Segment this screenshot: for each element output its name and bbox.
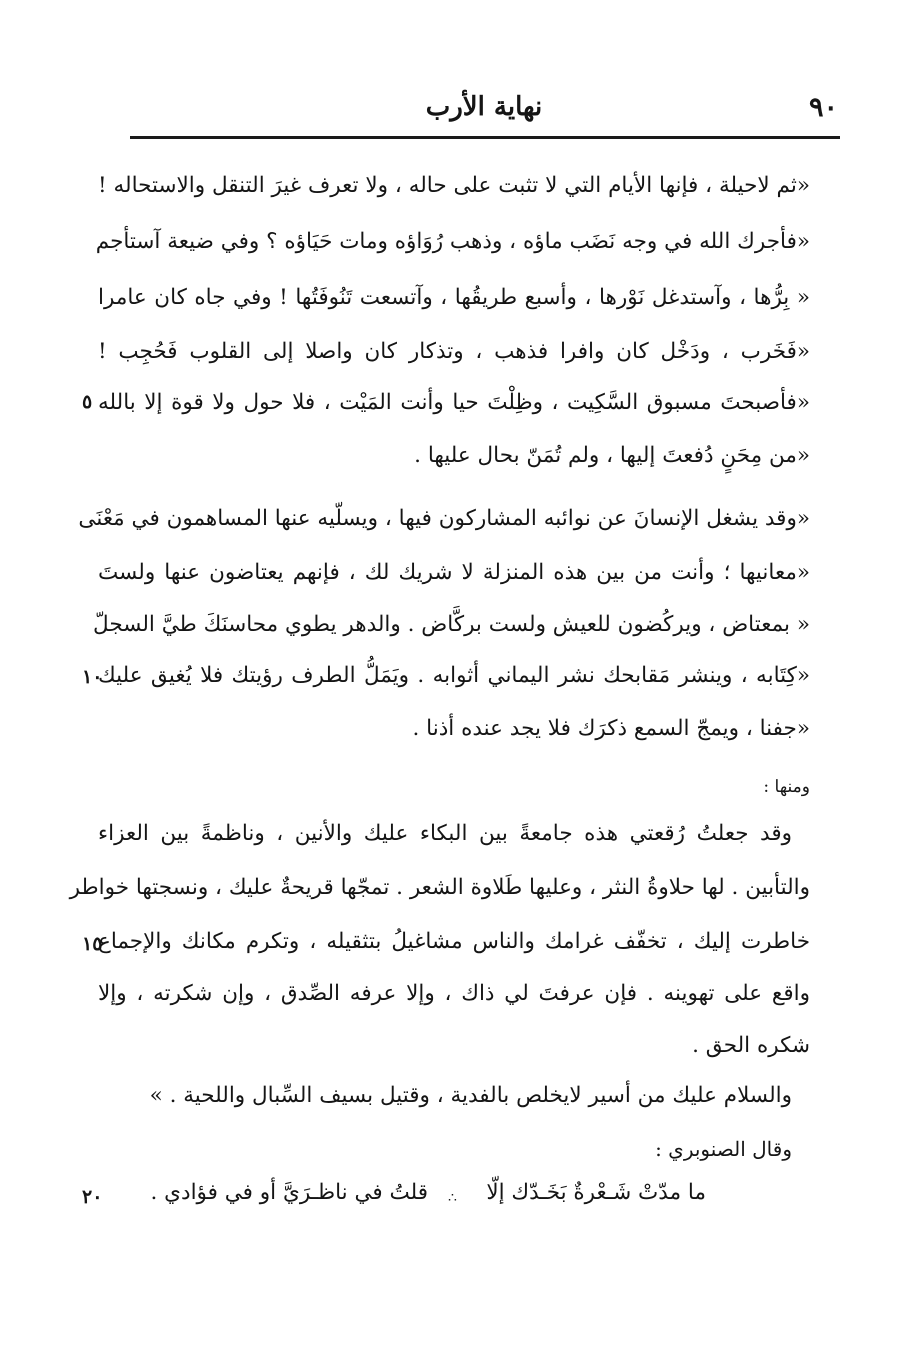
poet-intro: وقال الصنوبري :	[655, 1137, 792, 1161]
text-line-12: وقد جعلتُ رُقعتي هذه جامعةً بين البكاء عليك والأنين ، وناظمةً بين العزاء	[98, 821, 792, 846]
line-number-15: ١٥	[82, 933, 103, 955]
text-line-16: شكره الحق .	[692, 1033, 810, 1058]
text-line-5: «فأصبحتَ مسبوق السَّكِيت ، وظِلْتَ حيا وأنت المَيْت ، فلا حول ولا قوة إلا بالله	[98, 390, 810, 415]
line-number-5: ٥	[82, 391, 93, 413]
verse-first-hemistich: ما مدّتْ شَـعْرةٌ بَخَـدّك إلّا	[486, 1180, 706, 1205]
page-number: ٩٠	[808, 92, 838, 123]
text-line-2: «فأجرك الله في وجه نَضَب ماؤه ، وذهب رُوَاؤه ومات حَيَاؤه ؟ وفي ضيعة آستأجم	[95, 229, 810, 254]
text-line-4: «فَخَرب ، ودَخْل كان وافرا فذهب ، وتذكار كان واصلا إلى القلوب فَحُجِب !	[98, 339, 810, 364]
closing-line: والسلام عليك من أسير لايخلص بالفدية ، وقتيل بسيف السِّبال واللحية . »	[149, 1083, 792, 1108]
text-line-13: والتأبين . لها حلاوةُ النثر ، وعليها طَلاوة الشعر . تمجّها قريحةٌ عليك ، ونسجتها خواطر	[69, 875, 810, 900]
text-line-10: «كِتَابه ، وينشر مَقابحك نشر اليماني أثوابه . ويَمَلُّ الطرف رؤيتك فلا يُغيق عليك	[98, 663, 811, 688]
line-number-20: ٢٠	[82, 1186, 103, 1208]
text-line-7: «وقد يشغل الإنسانَ عن نوائبه المشاركون فيها ، ويسلّيه عنها المساهمون في مَعْنَى	[78, 506, 810, 531]
verse-separator: ∴	[448, 1190, 457, 1206]
text-line-14: خاطرت إليك ، تخفّف غرامك والناس مشاغيلُ بتثقيله ، وتكرم مكانك والإجماع	[98, 929, 810, 954]
running-title: نهاية الأرب	[425, 92, 543, 122]
section-label: ومنها :	[763, 777, 810, 797]
text-line-3: « بِرُّها ، وآستدغل نَوْرها ، وأسبع طريقُها ، وآتسعت تَنُوفَتُها ! وفي جاه كان عامرا	[98, 285, 810, 310]
text-line-9: « بمعتاض ، ويركُضون للعيش ولست بركَّاض . والدهر يطوي محاسنَكَ طيَّ السجلّ	[93, 612, 810, 637]
header-rule	[130, 136, 840, 139]
text-line-15: واقع على تهوينه . فإن عرفتَ لي ذاك ، وإلا عرفه الصِّدق ، وإن شكرته ، وإلا	[98, 981, 810, 1006]
text-line-8: «معانيها ؛ وأنت من بين هذه المنزلة لا شريك لك ، فإنهم يعتاضون عنها ولستَ	[98, 560, 810, 585]
page-header	[130, 92, 838, 132]
text-line-11: «جفنا ، ويمجّ السمع ذكرَك فلا يجد عنده أذنا .	[412, 716, 810, 741]
text-line-1: «ثم لاحيلة ، فإنها الأيام التي لا تثبت على حاله ، ولا تعرف غيرَ التنقل والاستحاله !	[98, 173, 810, 198]
text-line-6: «من مِحَنٍ دُفعتَ إليها ، ولم تُمَنّ بحال عليها .	[414, 443, 810, 468]
line-number-10: ١٠	[82, 666, 103, 688]
verse-second-hemistich: قلتُ في ناظـرَيَّ أو في فؤادي .	[150, 1180, 428, 1205]
